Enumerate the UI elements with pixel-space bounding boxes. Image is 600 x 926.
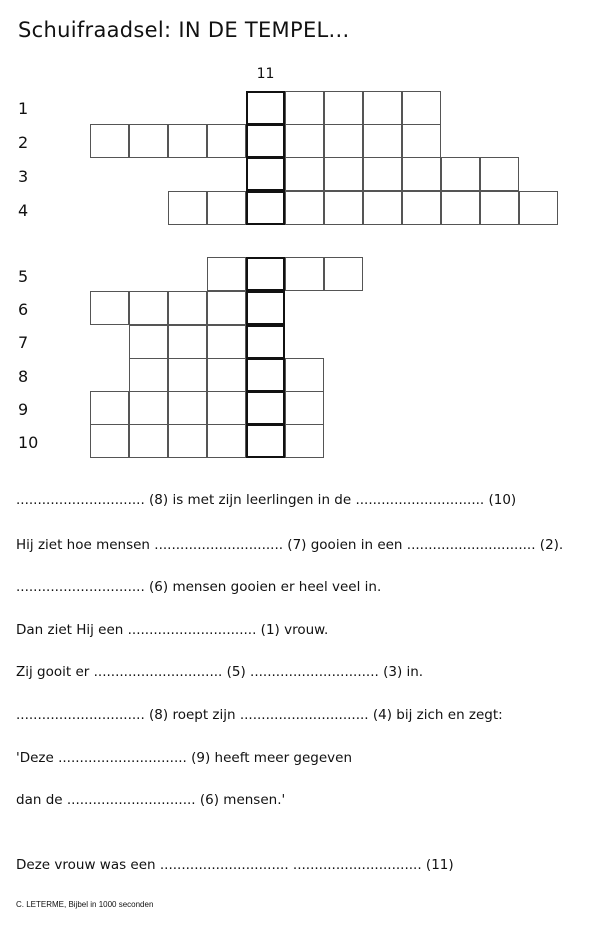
crossword-cell	[324, 191, 363, 225]
crossword-cell	[168, 424, 207, 458]
crossword-cell	[324, 157, 363, 191]
clue-line-5: Zij gooit er .............................. (5) .............................. (3) in.	[16, 664, 424, 680]
crossword-key-cell	[246, 391, 285, 425]
column-11-label: 11	[256, 66, 275, 82]
row-label-2: 2	[18, 133, 29, 152]
crossword-cell	[168, 358, 207, 392]
crossword-key-cell	[246, 424, 285, 458]
crossword-cell	[285, 358, 324, 392]
crossword-cell	[129, 391, 168, 425]
crossword-key-cell	[246, 257, 285, 291]
crossword-cell	[285, 391, 324, 425]
crossword-cell	[90, 291, 129, 325]
clue-line-1: .............................. (8) is met zijn leerlingen in de .............................. (10)	[16, 492, 517, 508]
crossword-cell	[363, 91, 402, 125]
crossword-cell	[324, 257, 363, 291]
row-label-1: 1	[18, 99, 29, 118]
crossword-cell	[129, 424, 168, 458]
crossword-cell	[363, 191, 402, 225]
crossword-key-cell	[246, 91, 285, 125]
crossword-cell	[324, 124, 363, 158]
clue-line-4: Dan ziet Hij een .............................. (1) vrouw.	[16, 622, 329, 638]
clue-line-8: dan de .............................. (6) mensen.'	[16, 792, 286, 808]
worksheet-title: Schuifraadsel: IN DE TEMPEL...	[18, 18, 350, 42]
crossword-cell	[129, 291, 168, 325]
crossword-cell	[402, 157, 441, 191]
crossword-cell	[285, 157, 324, 191]
crossword-key-cell	[246, 291, 285, 325]
crossword-cell	[90, 424, 129, 458]
crossword-cell	[441, 157, 480, 191]
crossword-cell	[90, 391, 129, 425]
crossword-cell	[441, 191, 480, 225]
crossword-cell	[207, 124, 246, 158]
crossword-cell	[519, 191, 558, 225]
crossword-cell	[168, 291, 207, 325]
row-label-7: 7	[18, 333, 29, 352]
clue-line-7: 'Deze .............................. (9) heeft meer gegeven	[16, 750, 353, 766]
crossword-key-cell	[246, 157, 285, 191]
crossword-cell	[207, 358, 246, 392]
crossword-cell	[363, 124, 402, 158]
crossword-cell	[402, 124, 441, 158]
crossword-cell	[129, 325, 168, 359]
clue-line-9: Deze vrouw was een .............................. .............................. (11)	[16, 857, 454, 873]
crossword-cell	[285, 191, 324, 225]
crossword-cell	[168, 191, 207, 225]
crossword-cell	[363, 157, 402, 191]
crossword-cell	[207, 424, 246, 458]
crossword-cell	[90, 124, 129, 158]
row-label-5: 5	[18, 267, 29, 286]
crossword-cell	[207, 257, 246, 291]
credit-line: C. LETERME, Bijbel in 1000 seconden	[16, 900, 154, 909]
crossword-cell	[285, 124, 324, 158]
crossword-cell	[207, 391, 246, 425]
crossword-key-cell	[246, 358, 285, 392]
crossword-cell	[129, 358, 168, 392]
crossword-cell	[324, 91, 363, 125]
crossword-key-cell	[246, 191, 285, 225]
clue-line-6: .............................. (8) roept zijn .............................. (4) bij zich en zegt:	[16, 707, 503, 723]
crossword-cell	[480, 157, 519, 191]
crossword-cell	[207, 291, 246, 325]
crossword-key-cell	[246, 325, 285, 359]
crossword-cell	[480, 191, 519, 225]
row-label-9: 9	[18, 400, 29, 419]
crossword-cell	[168, 391, 207, 425]
clue-line-2: Hij ziet hoe mensen .............................. (7) gooien in een .............................. (2).	[16, 537, 564, 553]
row-label-6: 6	[18, 300, 29, 319]
crossword-cell	[168, 325, 207, 359]
crossword-cell	[402, 191, 441, 225]
crossword-cell	[402, 91, 441, 125]
row-label-3: 3	[18, 167, 29, 186]
clue-line-3: .............................. (6) mensen gooien er heel veel in.	[16, 579, 382, 595]
crossword-cell	[207, 325, 246, 359]
crossword-cell	[207, 191, 246, 225]
crossword-cell	[168, 124, 207, 158]
crossword-cell	[285, 91, 324, 125]
crossword-cell	[285, 257, 324, 291]
crossword-cell	[285, 424, 324, 458]
crossword-cell	[129, 124, 168, 158]
row-label-10: 10	[18, 433, 39, 452]
row-label-8: 8	[18, 367, 29, 386]
row-label-4: 4	[18, 201, 29, 220]
crossword-key-cell	[246, 124, 285, 158]
